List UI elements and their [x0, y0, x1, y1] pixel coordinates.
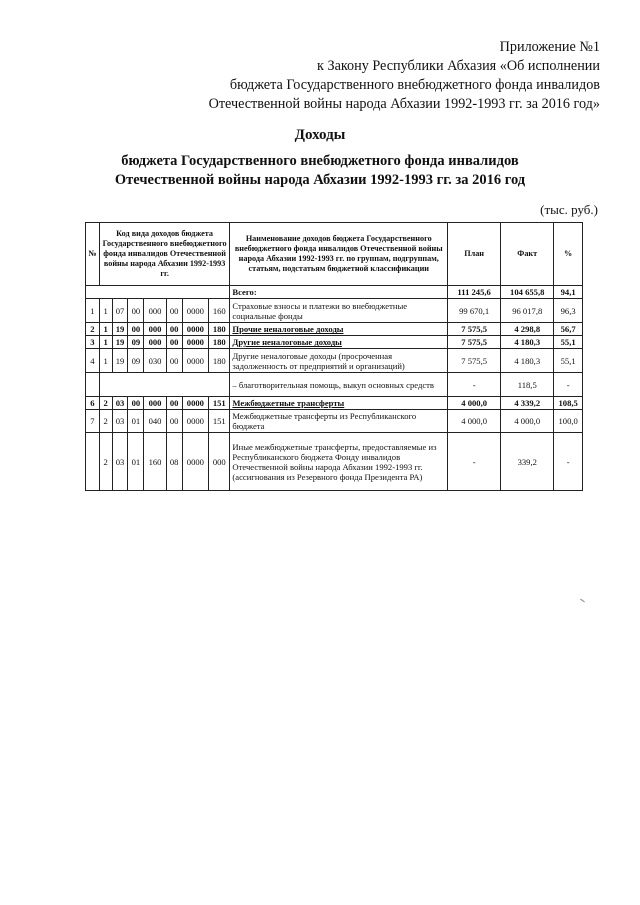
- table-row-total: [86, 286, 583, 299]
- code-part-c5: 00: [166, 323, 182, 336]
- total-fact: 104 655,8: [501, 286, 554, 299]
- pct-value: 55,1: [554, 336, 583, 349]
- code-part-c4: 160: [144, 433, 166, 491]
- pct-value: 56,7: [554, 323, 583, 336]
- document-title: Доходы: [294, 127, 346, 143]
- code-part-c7: 180: [209, 349, 230, 373]
- plan-value: 7 575,5: [448, 323, 501, 336]
- code-part-c4: 000: [144, 336, 166, 349]
- code-part-c6: 0000: [182, 410, 209, 433]
- fact-value: 4 298,8: [501, 323, 554, 336]
- code-part-c7: 160: [209, 299, 230, 323]
- pct-value: 108,5: [554, 397, 583, 410]
- code-part-c7: 000: [209, 433, 230, 491]
- table-row: [86, 349, 583, 373]
- code-part-c4: 000: [144, 299, 166, 323]
- table-header-row: [86, 223, 583, 286]
- appendix-block: [160, 38, 600, 114]
- table-row: [86, 433, 583, 491]
- code-part-c3: 01: [128, 410, 144, 433]
- pct-value: 55,1: [554, 349, 583, 373]
- subtitle-line-2: Отечественной войны народа Абхазии 1992-1993 гг. за 2016 год: [114, 172, 526, 188]
- code-part-c7: 151: [209, 397, 230, 410]
- plan-value: -: [448, 373, 501, 397]
- header-name: Наименование доходов бюджета Государственного внебюджетного фонда инвалидов Отечественной войны народа Абхазии 1992-1993 гг. по группам, подгруппам, статьям, подстатьям бюджетной классификации: [230, 223, 448, 286]
- revenue-name: Страховые взносы и платежи во внебюджетные социальные фонды: [230, 299, 448, 323]
- fact-value: 4 180,3: [501, 349, 554, 373]
- revenue-name: Иные межбюджетные трансферты, предоставляемые из Республиканского бюджета Фонду инвалидов Отечественной войны народа Абхазии 1992-1993 гг. (ассигнования из Резервного фонда Президента РА): [230, 433, 448, 491]
- code-part-c4: 000: [144, 323, 166, 336]
- code-part-c3: 09: [128, 336, 144, 349]
- code-cell-empty: [86, 286, 230, 299]
- row-number: 3: [86, 336, 100, 349]
- plan-value: -: [448, 433, 501, 491]
- code-part-c2: 03: [112, 433, 128, 491]
- header-fact: Факт: [501, 223, 554, 286]
- pct-value: 100,0: [554, 410, 583, 433]
- row-number: 2: [86, 323, 100, 336]
- fact-value: 4 339,2: [501, 397, 554, 410]
- plan-value: 99 670,1: [448, 299, 501, 323]
- units-label: (тыс. руб.): [540, 202, 598, 217]
- total-plan: 111 245,6: [448, 286, 501, 299]
- code-part-c4: 040: [144, 410, 166, 433]
- code-part-c6: 0000: [182, 433, 209, 491]
- fact-value: 4 000,0: [501, 410, 554, 433]
- revenue-name: Другие неналоговые доходы (просроченная задолженность от предприятий и организаций): [230, 349, 448, 373]
- header-code: Код вида доходов бюджета Государственного внебюджетного фонда инвалидов Отечественной войны народа Абхазии 1992-1993 гг.: [99, 223, 230, 286]
- code-part-c6: 0000: [182, 349, 209, 373]
- code-part-c4: 000: [144, 397, 166, 410]
- code-part-c5: 00: [166, 397, 182, 410]
- code-part-c1: 1: [99, 349, 112, 373]
- row-number: 4: [86, 349, 100, 373]
- row-number: [86, 373, 100, 397]
- table-row: [86, 299, 583, 323]
- code-part-c1: 1: [99, 299, 112, 323]
- header-pct: %: [554, 223, 583, 286]
- code-part-c1: 1: [99, 323, 112, 336]
- table-row: [86, 410, 583, 433]
- row-number: [86, 433, 100, 491]
- pct-value: -: [554, 433, 583, 491]
- revenue-name: – благотворительная помощь, выкуп основных средств: [230, 373, 448, 397]
- code-part-c3: 00: [128, 397, 144, 410]
- header-plan: План: [448, 223, 501, 286]
- revenue-table: [85, 222, 583, 491]
- code-part-c2: 03: [112, 397, 128, 410]
- fact-value: 118,5: [501, 373, 554, 397]
- table-row: [86, 323, 583, 336]
- code-part-c2: 19: [112, 349, 128, 373]
- code-part-c1: 2: [99, 397, 112, 410]
- code-part-c7: 180: [209, 323, 230, 336]
- code-part-c3: 00: [128, 299, 144, 323]
- row-number: 1: [86, 299, 100, 323]
- revenue-name: Межбюджетные трансферты: [230, 397, 448, 410]
- code-part-c1: 1: [99, 336, 112, 349]
- code-part-c3: 09: [128, 349, 144, 373]
- appendix-line-4: Отечественной войны народа Абхазии 1992-1993 гг. за 2016 год»: [208, 96, 600, 112]
- code-part-c2: 19: [112, 336, 128, 349]
- code-part-c5: 00: [166, 336, 182, 349]
- code-part-c3: 00: [128, 323, 144, 336]
- plan-value: 4 000,0: [448, 410, 501, 433]
- subtitle-line-1: бюджета Государственного внебюджетного фонда инвалидов: [121, 153, 519, 169]
- header-num: №: [86, 223, 100, 286]
- table-row: [86, 336, 583, 349]
- code-part-c5: 00: [166, 410, 182, 433]
- code-part-c1: 2: [99, 410, 112, 433]
- revenue-name: Другие неналоговые доходы: [230, 336, 448, 349]
- revenue-name: Межбюджетные трансферты из Республиканского бюджета: [230, 410, 448, 433]
- code-part-c5: 00: [166, 349, 182, 373]
- code-part-c6: 0000: [182, 336, 209, 349]
- fact-value: 339,2: [501, 433, 554, 491]
- code-part-c7: 151: [209, 410, 230, 433]
- appendix-line-2: к Закону Республики Абхазия «Об исполнении: [317, 58, 600, 74]
- code-part-c2: 07: [112, 299, 128, 323]
- pct-value: -: [554, 373, 583, 397]
- total-pct: 94,1: [554, 286, 583, 299]
- code-part-c6: 0000: [182, 299, 209, 323]
- appendix-line-1: Приложение №1: [499, 39, 600, 55]
- code-part-c6: 0000: [182, 323, 209, 336]
- code-part-c3: 01: [128, 433, 144, 491]
- table-row: [86, 373, 583, 397]
- code-part-c2: 03: [112, 410, 128, 433]
- code-part-c5: 00: [166, 299, 182, 323]
- pct-value: 96,3: [554, 299, 583, 323]
- row-number: 7: [86, 410, 100, 433]
- plan-value: 7 575,5: [448, 349, 501, 373]
- code-part-c2: 19: [112, 323, 128, 336]
- code-part-c7: 180: [209, 336, 230, 349]
- code-part-c1: 2: [99, 433, 112, 491]
- total-label: Всего:: [230, 286, 448, 299]
- document-subtitle: [0, 152, 640, 190]
- revenue-name: Прочие неналоговые доходы: [230, 323, 448, 336]
- table-row: [86, 397, 583, 410]
- appendix-line-3: бюджета Государственного внебюджетного фонда инвалидов: [229, 77, 600, 93]
- fact-value: 4 180,3: [501, 336, 554, 349]
- code-part-c6: 0000: [182, 397, 209, 410]
- scan-speck: [580, 599, 585, 603]
- plan-value: 7 575,5: [448, 336, 501, 349]
- plan-value: 4 000,0: [448, 397, 501, 410]
- row-number: 6: [86, 397, 100, 410]
- code-cell-empty: [99, 373, 230, 397]
- fact-value: 96 017,8: [501, 299, 554, 323]
- code-part-c4: 030: [144, 349, 166, 373]
- code-part-c5: 08: [166, 433, 182, 491]
